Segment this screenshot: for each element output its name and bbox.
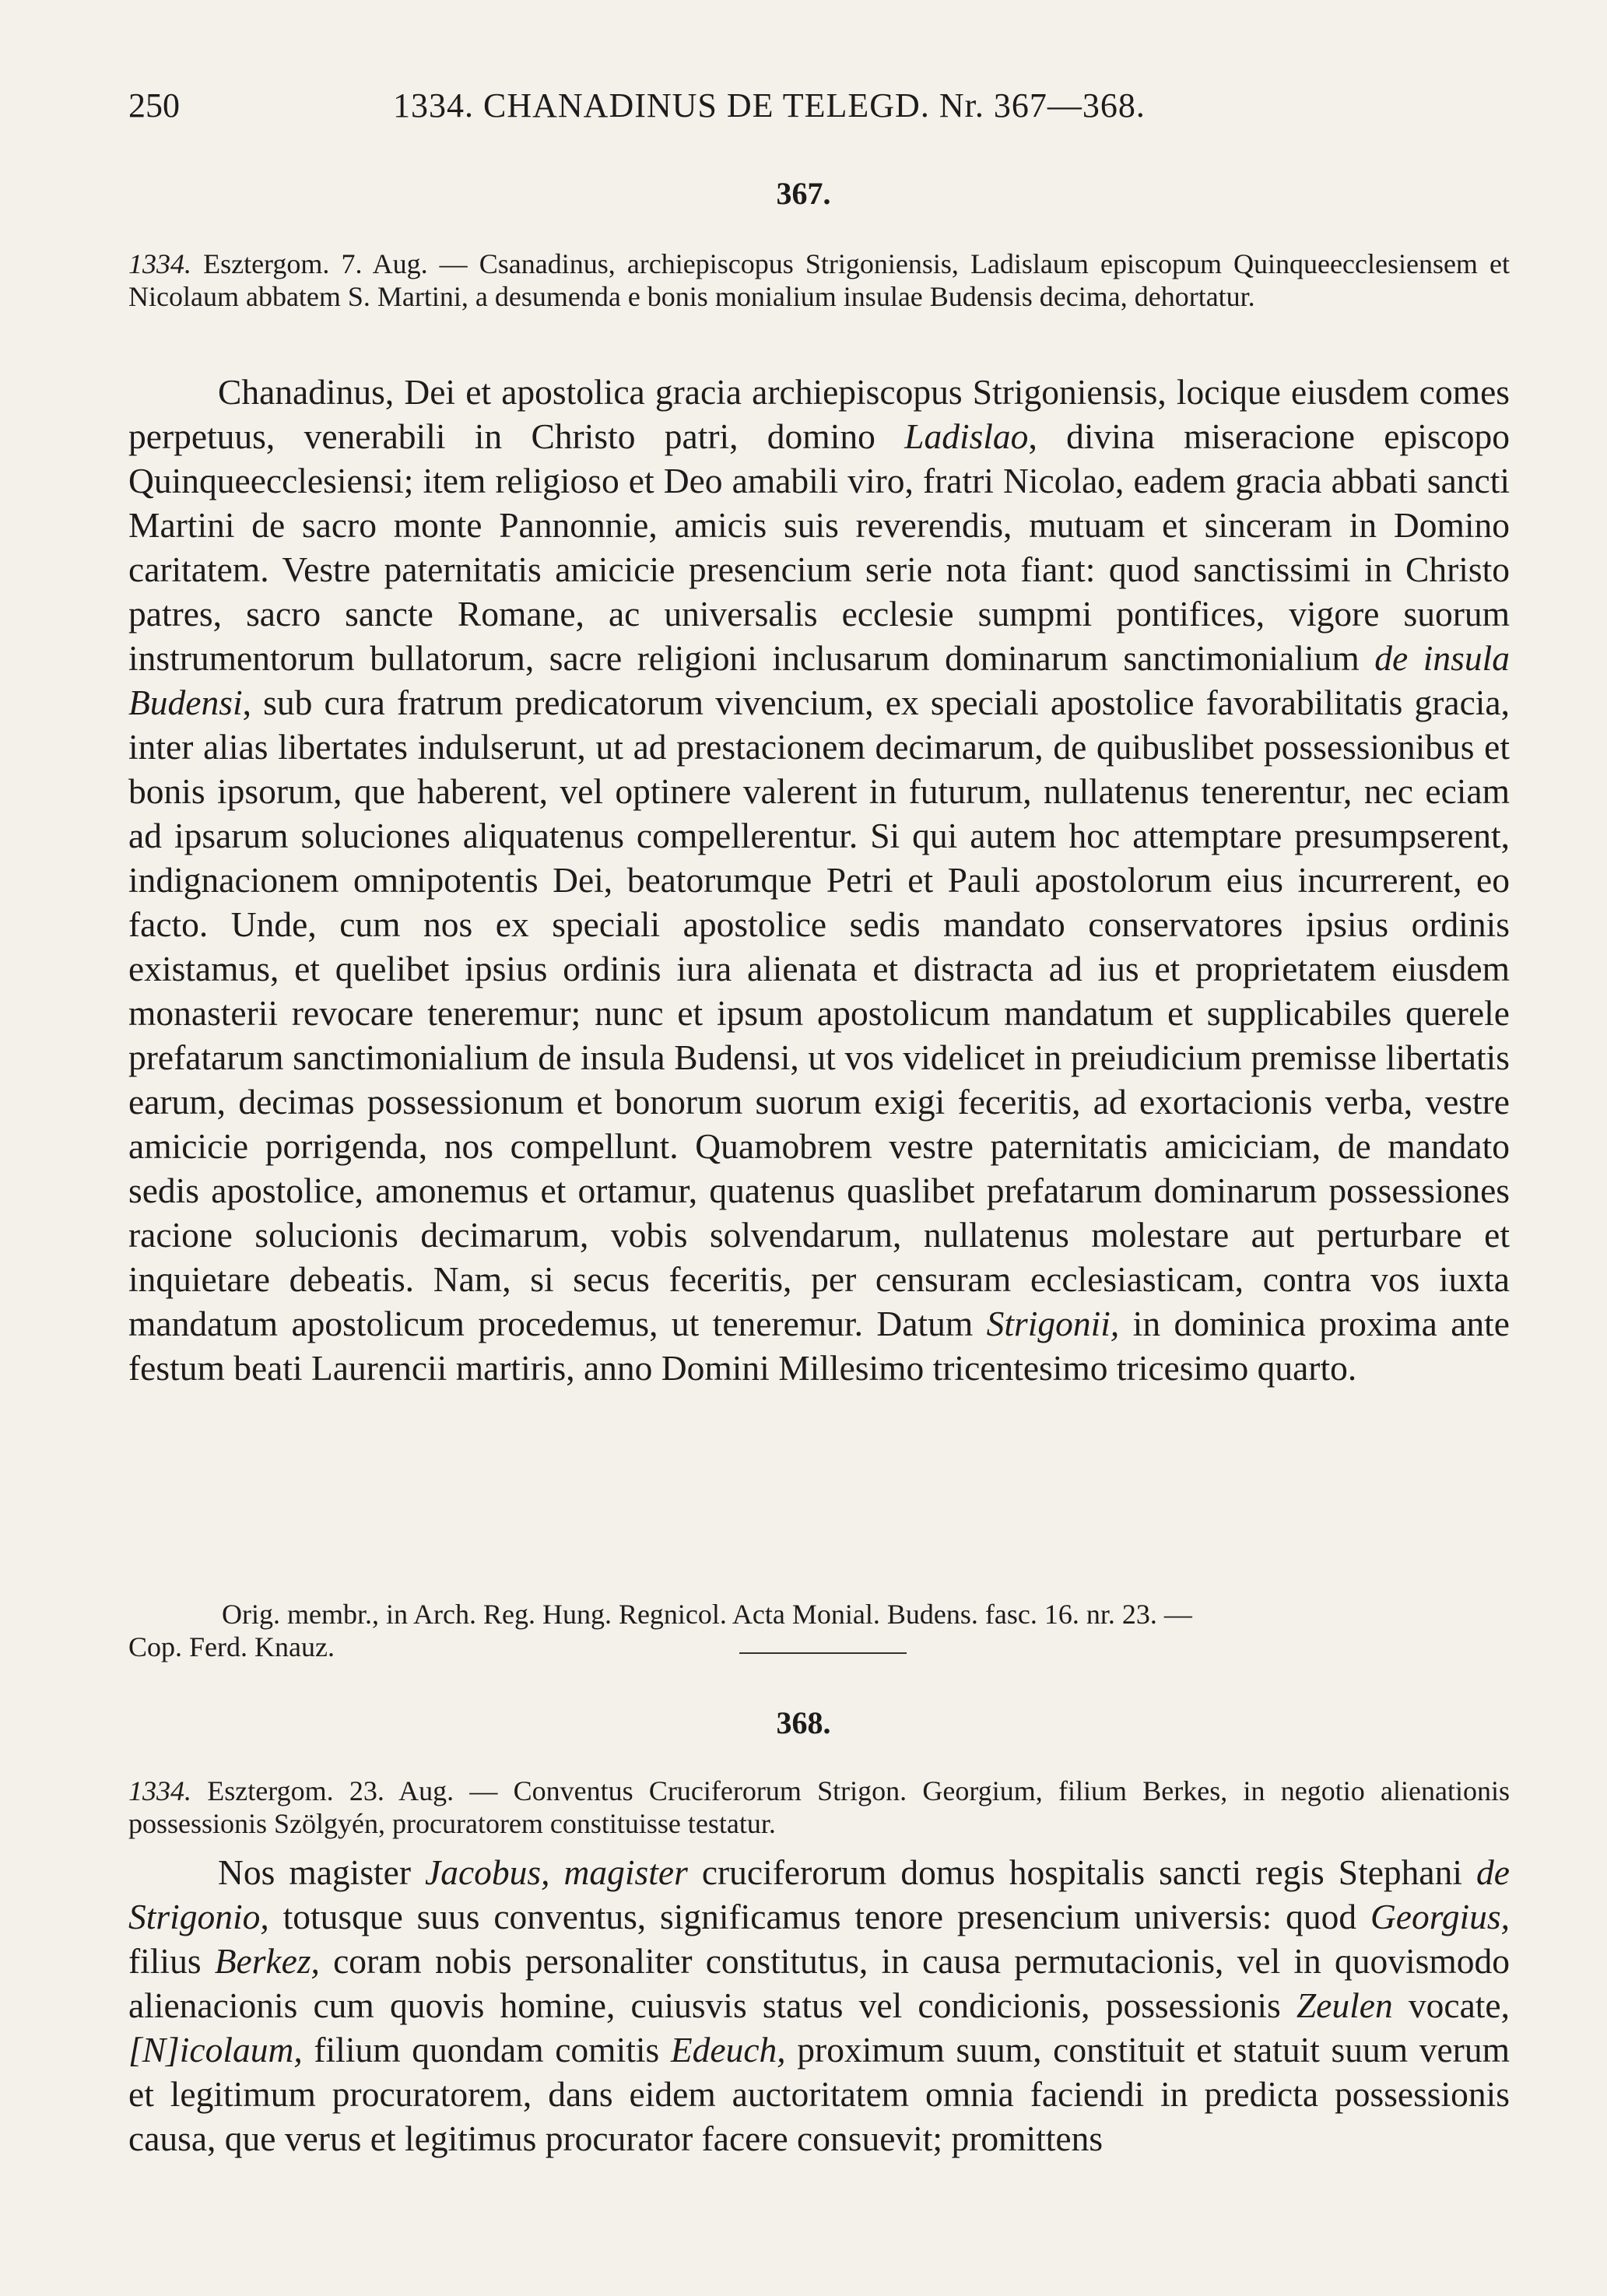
page-number: 250 xyxy=(128,86,180,125)
body-368-nicolaum: [N]icolaum, xyxy=(128,2030,303,2070)
body-367-ladislao: Ladislao xyxy=(904,416,1029,456)
summary-368-text: Esztergom. 23. Aug. — Conventus Cruciferorum Strigon. Georgium, filium Berkes, in negotio alienationis possessionis Szölgyén, procuratorem constituisse testatur. xyxy=(128,1775,1510,1839)
entry-number-367: 367. xyxy=(776,176,831,211)
body-368-part7: filium quondam comitis xyxy=(302,2030,671,2070)
body-368-zeulen: Zeulen xyxy=(1296,1985,1393,2025)
body-367-part3: , sub cura fratrum predicatorum vivencium, ex speciali apostolice favorabilitatis gracia, inter alias libertates indulserunt, ut ad prestacionem decimarum, de quibuslibet possessionibus et bonis ipsorum, que haberent, vel optinere valerent in futurum, nullatenus tenerentur, nec eciam ad ipsarum soluciones aliquatenus compellerentur. Si qui autem hoc attemptare presumpserent, indignacionem omnipotentis Dei, beatorumque Petri et Pauli apostolorum eius incurrerent, eo facto. Unde, cum nos ex speciali apostolice sedis mandato conservatores ipsius ordinis existamus, et quelibet ipsius ordinis iura alienata et distracta ad ius et proprietatem eiusdem monasterii revocare teneremur; nunc et ipsum apostolicum mandatum et supplicabiles querele prefatarum sanctimonialium de insula Budensi, ut vos videlicet in preiudicium premisse libertatis earum, decimas possessionum et bonorum suorum exigi feceritis, ad exortacionis verba, vestre amicicie porrigenda, nos compellunt. Quamobrem vestre paternitatis amiciciam, de mandato sedis apostolice, amonemus et ortamur, quatenus quaslibet prefatarum dominarum possessiones racione solucionis decimarum, vobis solvendarum, nullatenus molestare aut perturbare et inquietare debeatis. Nam, si secus feceritis, per censuram ecclesiasticam, contra vos iuxta mandatum apostolicum procedemus, ut teneremur. Datum xyxy=(128,683,1510,1343)
entry-number-368: 368. xyxy=(776,1705,831,1740)
body-367-paragraph xyxy=(128,370,1510,1390)
body-368-part2: cruciferorum domus hospitalis sancti regis Stephani xyxy=(687,1852,1477,1892)
body-368-paragraph xyxy=(128,1850,1510,2161)
body-368-part6: vocate, xyxy=(1392,1985,1510,2025)
body-367 xyxy=(128,370,1510,1390)
summary-367-date: 1334. xyxy=(128,248,191,279)
summary-367 xyxy=(128,248,1510,313)
source-note-line2: Cop. Ferd. Knauz. xyxy=(128,1631,335,1662)
section-divider xyxy=(739,1652,907,1654)
running-title: 1334. CHANADINUS DE TELEGD. Nr. 367—368. xyxy=(393,86,1146,125)
body-368-part1: Nos magister xyxy=(218,1852,426,1892)
body-368-edeuch: Edeuch, xyxy=(670,2030,786,2070)
source-note-line1: Orig. membr., in Arch. Reg. Hung. Regnicol. Acta Monial. Budens. fasc. 16. nr. 23. — xyxy=(222,1599,1192,1630)
body-367-insula: de insula Budensi xyxy=(128,638,1511,722)
body-368-jacobus: Jacobus, magister xyxy=(425,1852,688,1892)
body-368 xyxy=(128,1850,1510,2161)
summary-368-date: 1334. xyxy=(128,1775,191,1806)
summary-368 xyxy=(128,1775,1510,1840)
body-368-georgius: Georgius, xyxy=(1370,1897,1510,1936)
body-367-part4: in dominica proxima ante festum beati Laurencii martiris, anno Domini Millesimo tricentesimo tricesimo quarto. xyxy=(128,1304,1511,1388)
body-368-berkez: Berkez, xyxy=(214,1941,320,1981)
body-367-part1: Chanadinus, Dei et apostolica gracia archiepiscopus Strigoniensis, locique eiusdem comes perpetuus, venerabili in Christo patri, domino xyxy=(128,372,1510,456)
body-368-part4: filius xyxy=(128,1941,215,1981)
body-368-strigonio: de Strigonio, xyxy=(128,1852,1510,1936)
body-367-strigonii: Strigonii, xyxy=(986,1304,1120,1343)
body-368-part8: proximum suum, constituit et statuit suum verum et legitimum procuratorem, dans eidem auctoritatem omnia faciendi in predicta possessionis causa, que verus et legitimus procurator facere consuevit; promittens xyxy=(128,2030,1510,2158)
page-header xyxy=(128,86,1510,140)
body-368-part3: totusque suus conventus, significamus tenore presencium universis: quod xyxy=(268,1897,1370,1936)
summary-367-text: Esztergom. 7. Aug. — Csanadinus, archiepiscopus Strigoniensis, Ladislaum episcopum Quinqueecclesiensem et Nicolaum abbatem S. Martini, a desumenda e bonis monialium insulae Budensis decima, dehortatur. xyxy=(128,248,1510,312)
body-368-part5: coram nobis personaliter constitutus, in causa permutacionis, vel in quovismodo alienacionis cum quovis homine, cuiusvis status vel condicionis, possessionis xyxy=(128,1941,1510,2025)
body-367-part2: , divina miseracione episcopo Quinqueecclesiensi; item religioso et Deo amabili viro, fratri Nicolao, eadem gracia abbati sancti Martini de sacro monte Pannonnie, amicis suis reverendis, mutuam et sinceram in Domino caritatem. Vestre paternitatis amicicie presencium serie nota fiant: quod sanctissimi in Christo patres, sacro sancte Romane, ac universalis ecclesie sumpmi pontifices, vigore suorum instrumentorum bullatorum, sacre religioni inclusarum dominarum sanctimonialium xyxy=(128,416,1510,678)
